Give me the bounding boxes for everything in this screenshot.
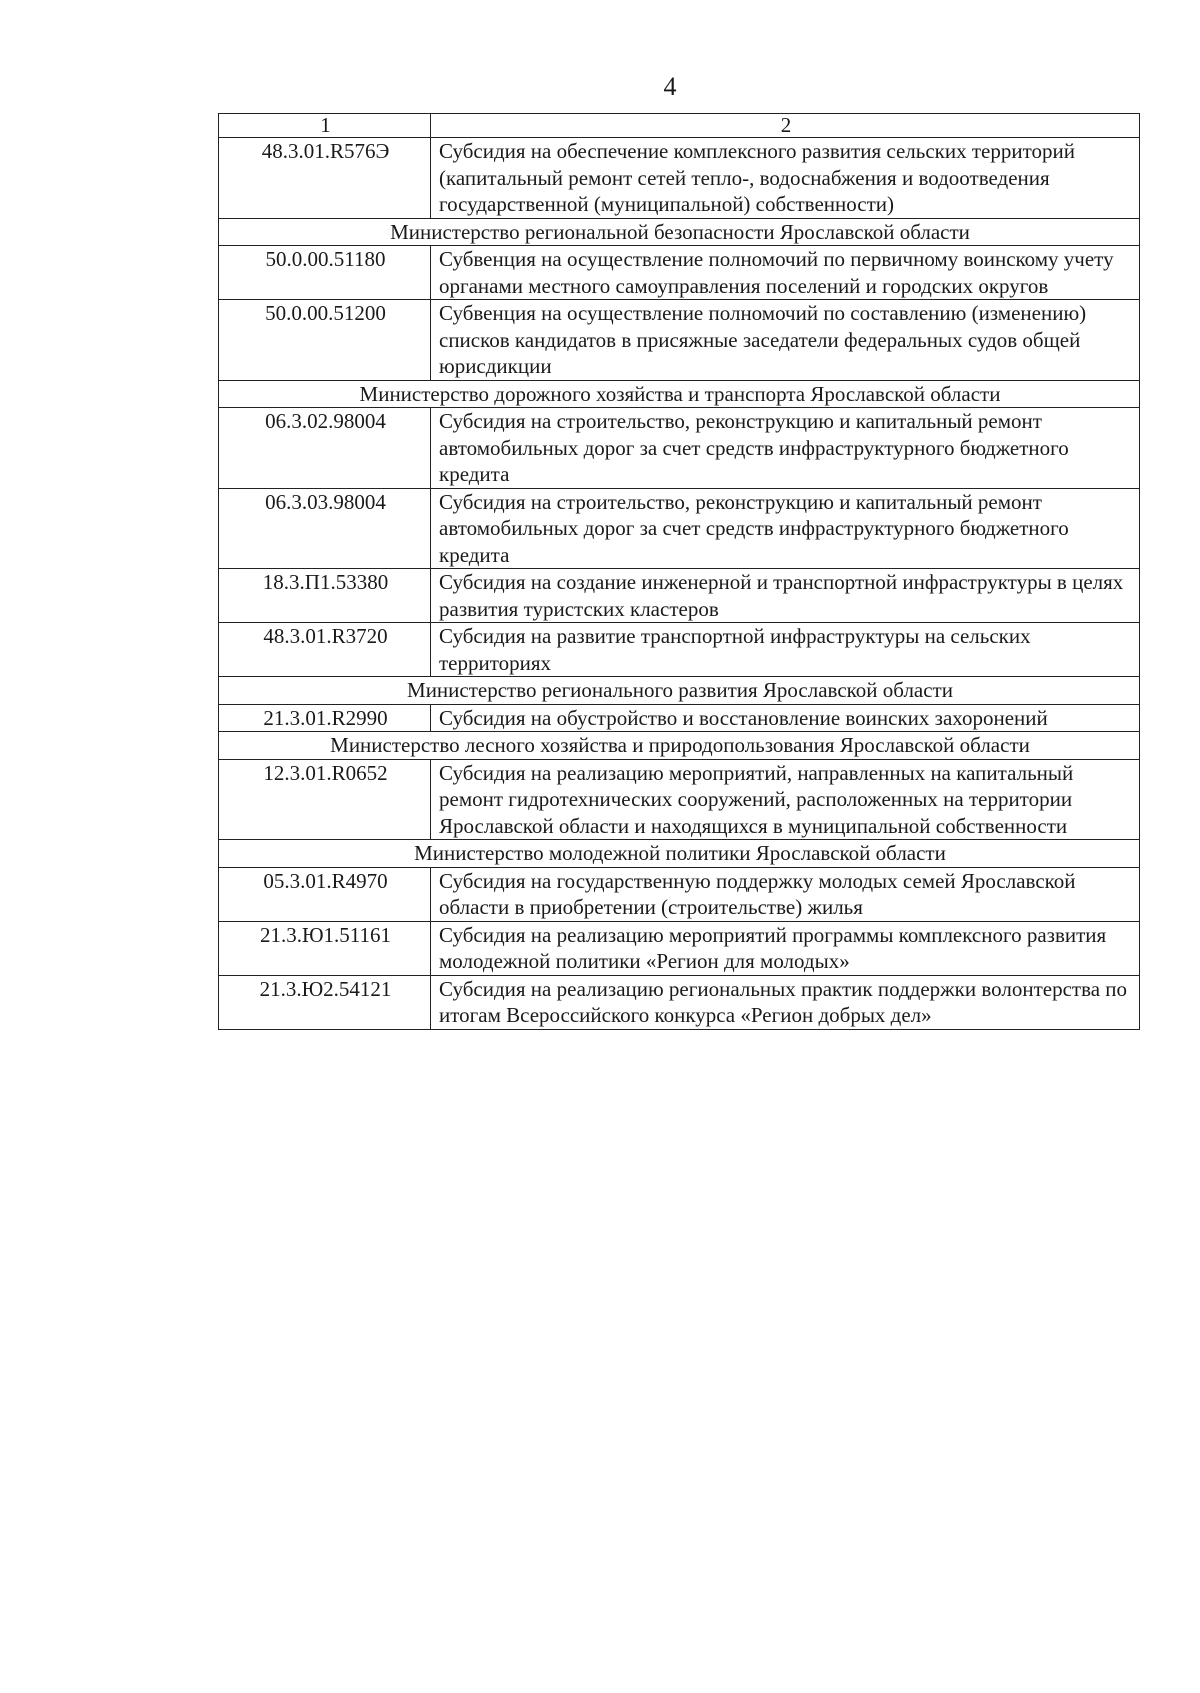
budget-code-cell: 18.3.П1.53380: [219, 569, 431, 623]
table-row: [219, 623, 1140, 677]
table-row: [219, 704, 1140, 732]
subsidy-description-cell: Субсидия на государственную поддержку молодых семей Ярославской области в приобретении (строительстве) жилья: [431, 867, 1140, 921]
table-row: [219, 975, 1140, 1029]
table-header-row: [219, 114, 1140, 138]
table-row: [219, 569, 1140, 623]
page-number: 4: [663, 72, 677, 101]
table-row: [219, 759, 1140, 840]
subsidy-description-cell: Субсидия на реализацию мероприятий, направленных на капитальный ремонт гидротехнических сооружений, расположенных на территории Ярославской области и находящихся в муниципальной собственности: [431, 759, 1140, 840]
section-heading-row: [219, 732, 1140, 760]
budget-code-cell: 48.3.01.R3720: [219, 623, 431, 677]
subsidy-description-cell: Субсидия на развитие транспортной инфраструктуры на сельских территориях: [431, 623, 1140, 677]
column-header-1: 1: [219, 114, 431, 138]
budget-code-cell: 06.3.03.98004: [219, 488, 431, 569]
section-heading: Министерство лесного хозяйства и природопользования Ярославской области: [219, 732, 1140, 760]
section-heading-row: [219, 677, 1140, 705]
section-heading-row: [219, 380, 1140, 408]
section-heading: Министерство дорожного хозяйства и транспорта Ярославской области: [219, 380, 1140, 408]
section-heading: Министерство региональной безопасности Ярославской области: [219, 218, 1140, 246]
budget-code-cell: 12.3.01.R0652: [219, 759, 431, 840]
subsidy-description-cell: Субсидия на реализацию региональных практик поддержки волонтерства по итогам Всероссийского конкурса «Регион добрых дел»: [431, 975, 1140, 1029]
subsidy-description-cell: Субвенция на осуществление полномочий по составлению (изменению) списков кандидатов в присяжные заседатели федеральных судов общей юрисдикции: [431, 300, 1140, 381]
budget-code-cell: 50.0.00.51180: [219, 246, 431, 300]
table-row: [219, 408, 1140, 489]
subsidy-description-cell: Субсидия на реализацию мероприятий программы комплексного развития молодежной политики «Регион для молодых»: [431, 921, 1140, 975]
subsidy-description-cell: Субсидия на строительство, реконструкцию и капитальный ремонт автомобильных дорог за счет средств инфраструктурного бюджетного кредита: [431, 488, 1140, 569]
subsidy-table: [218, 113, 1140, 1030]
budget-code-cell: 06.3.02.98004: [219, 408, 431, 489]
budget-code-cell: 48.3.01.R576Э: [219, 138, 431, 219]
subsidy-description-cell: Субсидия на обустройство и восстановление воинских захоронений: [431, 704, 1140, 732]
table-row: [219, 488, 1140, 569]
section-heading-row: [219, 840, 1140, 868]
column-header-2: 2: [431, 114, 1140, 138]
table-row: [219, 921, 1140, 975]
subsidy-description-cell: Субсидия на обеспечение комплексного развития сельских территорий (капитальный ремонт сетей тепло-, водоснабжения и водоотведения государственной (муниципальной) собственности): [431, 138, 1140, 219]
table-row: [219, 867, 1140, 921]
subsidy-description-cell: Субсидия на создание инженерной и транспортной инфраструктуры в целях развития туристских кластеров: [431, 569, 1140, 623]
table-row: [219, 138, 1140, 219]
section-heading: Министерство регионального развития Ярославской области: [219, 677, 1140, 705]
subsidy-description-cell: Субвенция на осуществление полномочий по первичному воинскому учету органами местного самоуправления поселений и городских округов: [431, 246, 1140, 300]
section-heading: Министерство молодежной политики Ярославской области: [219, 840, 1140, 868]
section-heading-row: [219, 218, 1140, 246]
table-row: [219, 246, 1140, 300]
table-body: [219, 114, 1140, 1030]
subsidy-description-cell: Субсидия на строительство, реконструкцию и капитальный ремонт автомобильных дорог за счет средств инфраструктурного бюджетного кредита: [431, 408, 1140, 489]
budget-code-cell: 21.3.01.R2990: [219, 704, 431, 732]
budget-code-cell: 05.3.01.R4970: [219, 867, 431, 921]
budget-code-cell: 21.3.Ю1.51161: [219, 921, 431, 975]
budget-code-cell: 21.3.Ю2.54121: [219, 975, 431, 1029]
budget-code-cell: 50.0.00.51200: [219, 300, 431, 381]
table-row: [219, 300, 1140, 381]
